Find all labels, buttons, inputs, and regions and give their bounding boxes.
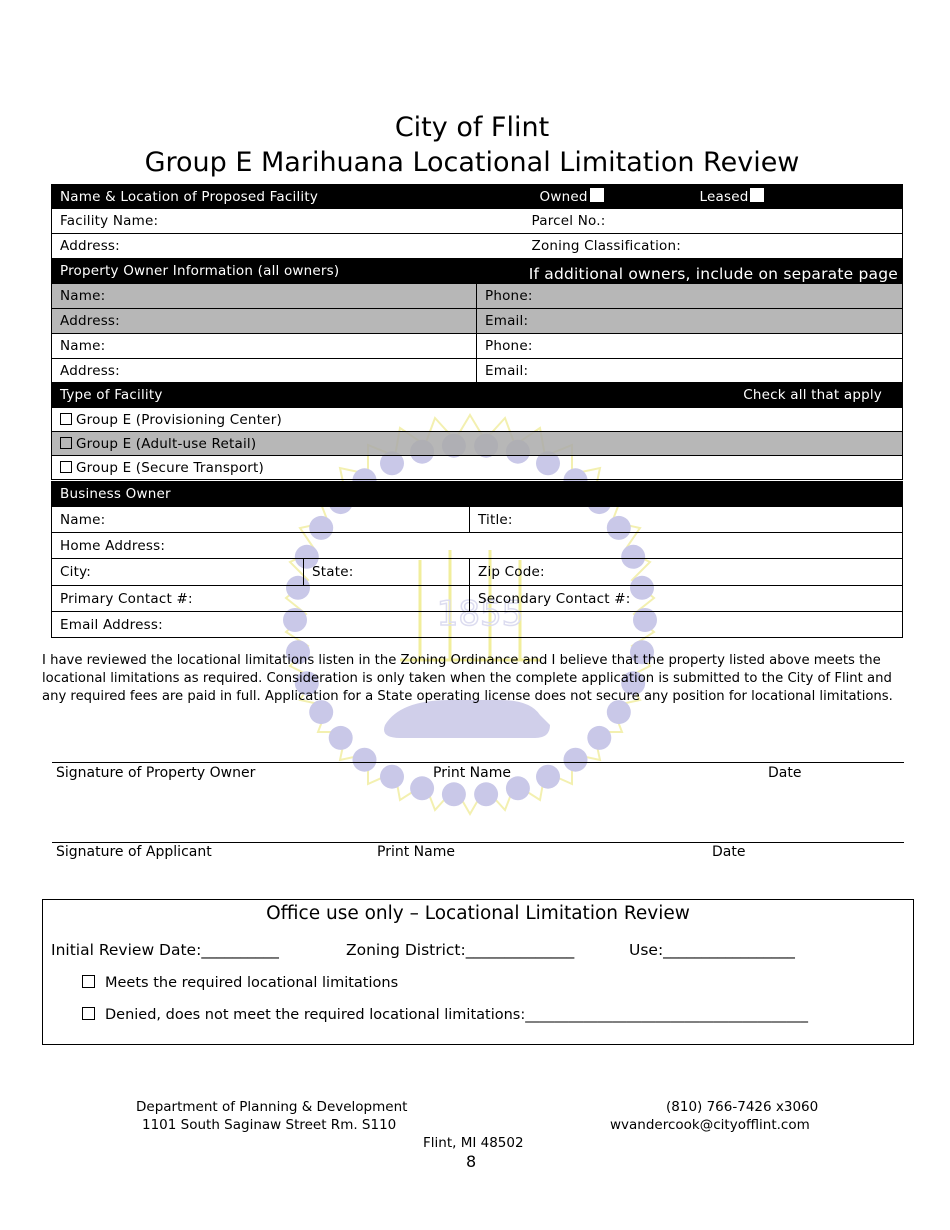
owner-print-label: Print Name — [433, 765, 511, 781]
business-owner-header: Business Owner — [52, 482, 903, 507]
seal-dot — [442, 782, 466, 806]
checkbox-icon[interactable] — [82, 1007, 95, 1020]
seal-dot — [564, 748, 588, 772]
address-label: Address: — [60, 238, 120, 254]
owner1-name-field[interactable]: Name: — [52, 284, 477, 309]
meets-label: Meets the required locational limitations — [105, 975, 399, 991]
business-owner-table — [51, 481, 903, 638]
checkbox-icon[interactable] — [60, 413, 72, 425]
facility-header: Name & Location of Proposed Facility — [52, 185, 532, 209]
denied-option[interactable] — [82, 1007, 808, 1023]
facility-header-row — [52, 185, 903, 209]
seal-dot — [380, 765, 404, 789]
checkbox-icon[interactable] — [60, 437, 72, 449]
parcel-no-label: Parcel No.: — [531, 213, 606, 229]
seal-year: 1855 — [436, 594, 524, 634]
zoning-district-field[interactable]: Zoning District:______________ — [346, 941, 575, 959]
owner-signature-line[interactable] — [52, 762, 904, 763]
option-label: Group E (Adult-use Retail) — [76, 435, 257, 452]
applicant-date-label: Date — [712, 844, 746, 860]
owner1-email-field[interactable]: Email: — [477, 309, 903, 334]
seal-dot — [329, 726, 353, 750]
bo-zip-field[interactable]: Zip Code: — [470, 559, 903, 586]
option-adult-use-retail[interactable] — [52, 432, 903, 456]
owner-table — [51, 258, 903, 383]
meets-option[interactable] — [82, 975, 398, 991]
office-title: Office use only – Locational Limitation Review — [266, 903, 690, 924]
option-provisioning-center[interactable] — [52, 408, 903, 432]
leased-label: Leased — [699, 189, 749, 205]
applicant-signature-label: Signature of Applicant — [56, 844, 212, 860]
page-title: City of Flint — [394, 112, 550, 143]
seal-dot — [587, 726, 611, 750]
footer-city: Flint, MI 48502 — [423, 1135, 524, 1151]
initial-review-date-field[interactable]: Initial Review Date:__________ — [51, 941, 279, 959]
owner2-name-field[interactable]: Name: — [52, 334, 477, 359]
seal-dot — [410, 776, 434, 800]
seal-dot — [353, 748, 377, 772]
zoning-classification-field[interactable] — [532, 234, 903, 259]
bo-name-field[interactable]: Name: — [52, 507, 470, 533]
facility-type-note: Check all that apply — [477, 383, 903, 408]
owned-label: Owned — [539, 189, 588, 205]
owned-checkbox[interactable] — [590, 188, 604, 202]
owner2-email-field[interactable]: Email: — [477, 359, 903, 383]
parcel-no-field[interactable] — [532, 209, 903, 234]
owner-note: If additional owners, include on separate page — [477, 259, 903, 284]
facility-type-header: Type of Facility — [52, 383, 477, 408]
bo-email-field[interactable]: Email Address: — [52, 612, 903, 638]
checkbox-icon[interactable] — [60, 461, 72, 473]
applicant-signature-line[interactable] — [52, 842, 904, 843]
owner2-address-field[interactable]: Address: — [52, 359, 477, 383]
owner-signature-label: Signature of Property Owner — [56, 765, 256, 781]
seal-dot — [536, 765, 560, 789]
facility-type-table — [51, 382, 903, 480]
owner1-address-field[interactable]: Address: — [52, 309, 477, 334]
leased-checkbox[interactable] — [750, 188, 764, 202]
footer-phone: (810) 766-7426 x3060 — [666, 1099, 819, 1115]
bo-city-field[interactable]: City: — [52, 559, 304, 586]
denied-label: Denied, does not meet the required locational limitations:_______________________________________ — [105, 1007, 808, 1023]
facility-name-field[interactable] — [52, 209, 532, 234]
owner2-phone-field[interactable]: Phone: — [477, 334, 903, 359]
facility-table — [51, 184, 903, 259]
option-label: Group E (Secure Transport) — [76, 459, 264, 476]
footer-department: Department of Planning & Development — [136, 1099, 408, 1115]
use-field[interactable]: Use:_________________ — [629, 941, 795, 959]
bo-secondary-contact-field[interactable]: Secondary Contact #: — [470, 586, 903, 612]
option-secure-transport[interactable] — [52, 456, 903, 480]
bo-state-field[interactable]: State: — [304, 559, 470, 586]
facility-name-label: Facility Name: — [60, 213, 159, 229]
zoning-classification-label: Zoning Classification: — [531, 238, 682, 254]
checkbox-icon[interactable] — [82, 975, 95, 988]
footer-email[interactable]: wvandercook@cityofflint.com — [610, 1117, 810, 1133]
page-subtitle: Group E Marihuana Locational Limitation Review — [144, 147, 800, 178]
address-field[interactable] — [52, 234, 532, 259]
owner-header: Property Owner Information (all owners) — [52, 259, 477, 284]
bo-title-field[interactable]: Title: — [470, 507, 903, 533]
statement-paragraph: I have reviewed the locational limitations listen in the Zoning Ordinance and I believe that the property listed above meets the locational limitations as required. Consideration is only taken when the complete application is submitted to the City of Flint and any required fees are paid in full. Application for a State operating license does not secure any position for locational limitations. — [42, 653, 893, 704]
owner1-phone-field[interactable]: Phone: — [477, 284, 903, 309]
owner-date-label: Date — [768, 765, 802, 781]
option-label: Group E (Provisioning Center) — [76, 411, 282, 428]
bo-primary-contact-field[interactable]: Primary Contact #: — [52, 586, 470, 612]
office-use-box — [42, 899, 914, 1045]
bo-home-address-field[interactable]: Home Address: — [52, 533, 903, 559]
page-number: 8 — [466, 1152, 477, 1171]
applicant-print-label: Print Name — [377, 844, 455, 860]
footer-street: 1101 South Saginaw Street Rm. S110 — [142, 1117, 397, 1133]
seal-dot — [474, 782, 498, 806]
